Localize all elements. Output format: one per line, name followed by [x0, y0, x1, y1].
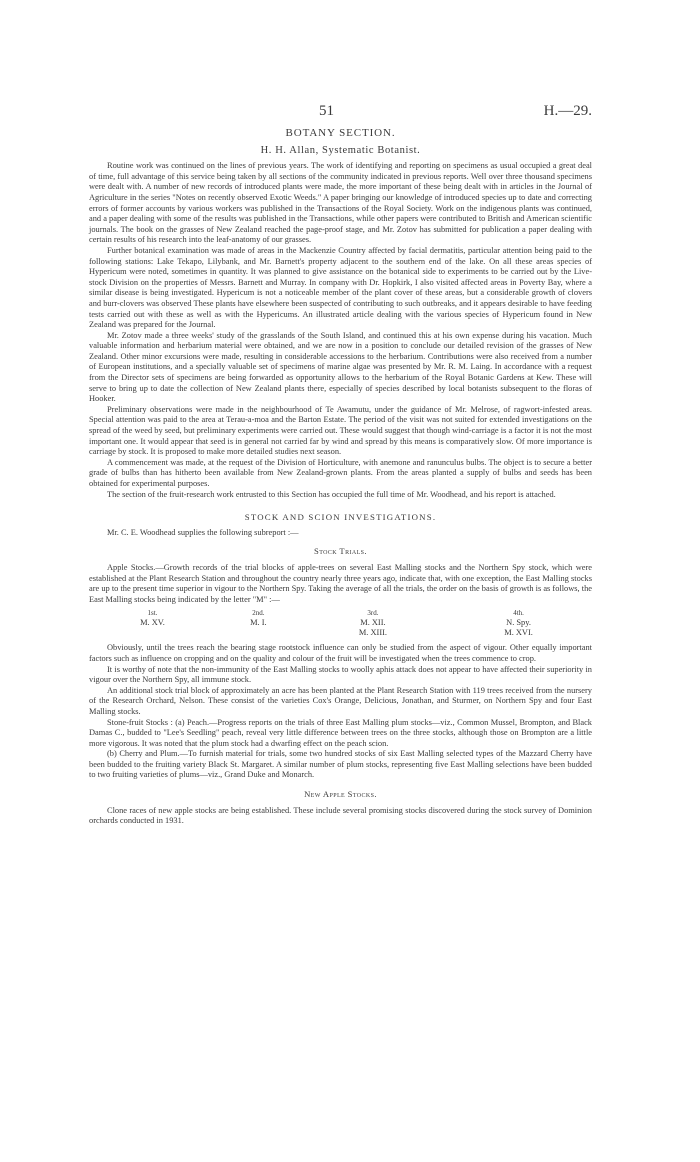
new-apple-stocks-title: New Apple Stocks.	[304, 789, 377, 800]
subsection-title: STOCK AND SCION INVESTIGATIONS.	[244, 512, 437, 523]
table-cell: M. XV.	[140, 618, 165, 628]
table-cell: M. XIII.	[358, 628, 387, 638]
paragraph: An additional stock trial block of approximately an acre has been planted at the Plant Research Station with 119 trees received from the nursery of the Research Orchard, Nelson. These consist of the varieties Cox's Orange, Delicious, Jonathan, and Sturmer, on Northern Spy and four East Malling stocks.	[89, 685, 592, 716]
paragraph: Stone-fruit Stocks : (a) Peach.—Progress reports on the trials of three East Malling plum stocks—viz., Common Mussel, Brompton, and Black Damas C., budded to "Lee's Seedling" peach, reveal very little difference between trees on the three stocks, although those on Brompton are a little more vigorous. It was noted that the plum stock had a dwarfing effect on the peach scion.	[89, 717, 592, 748]
table-cell: M. XII.	[360, 618, 386, 628]
page-header	[89, 103, 592, 123]
table-header: 2nd.	[252, 609, 265, 618]
stock-trials-title: Stock Trials.	[314, 546, 367, 557]
body-text	[89, 128, 592, 827]
growth-order-table	[89, 608, 592, 638]
paragraph: Routine work was continued on the lines of previous years. The work of identifying and reporting on specimens as usual occupied a great deal of time, full advantage of this service being taken by all sections of the community indicated in previous reports. Well over three thousand specimens were dealt with. A number of new records of introduced plants were made, the more important of these being dealt with in articles in the Journal of Agriculture in the series "Notes on recently observed Exotic Weeds." A paper bringing our knowledge of introduced species up to date and correcting errors of former accounts by various workers was published in the Transactions of the Royal Society. Work on the indigenous plants was continued, and a paper dealing with some of the results was published in the Transactions, while other papers were contributed to British and American scientific journals. The book on the grasses of New Zealand reached the page-proof stage, and Mr. Zotov has submitted for publication a paper dealing with certain results of his research into the leaf-anatomy of our grasses.	[89, 161, 592, 245]
table-row	[89, 618, 592, 628]
table-row	[89, 628, 592, 638]
table-header: 4th.	[513, 609, 524, 618]
paragraph: Obviously, until the trees reach the bearing stage rootstock influence can only be studied from the aspect of vigour. Other equally important factors such as influence on cropping and on the quality and colour of the fruit will be investigated when the trees commence to crop.	[89, 643, 592, 663]
subreport-intro: Mr. C. E. Woodhead supplies the following subreport :—	[107, 527, 299, 537]
document-reference: H.—29.	[543, 103, 592, 119]
new-apple-stocks-paragraph: Clone races of new apple stocks are being established. These include several promising stocks discovered during the stock survey of Dominion orchards conducted in 1931.	[89, 805, 592, 826]
table-cell	[216, 628, 301, 638]
paragraph: The section of the fruit-research work entrusted to this Section has occupied the full time of Mr. Woodhead, and his report is attached.	[107, 489, 556, 499]
table-cell: M. I.	[250, 618, 267, 628]
paragraph: It is worthy of note that the non-immunity of the East Malling stocks to woolly aphis attack does not appear to have affected their superiority in vigour over the Northern Spy, all immune stock.	[89, 664, 592, 685]
author-line: H. H. Allan, Systematic Botanist.	[260, 144, 421, 156]
section-title: BOTANY SECTION.	[285, 127, 396, 139]
table-cell	[89, 628, 216, 638]
table-cell: N. Spy.	[506, 618, 531, 628]
paragraph: (b) Cherry and Plum.—To furnish material for trials, some two hundred stocks of six East Malling selected types of the Mazzard Cherry have been budded to the fruiting variety Black St. Margaret. A similar number of plum stocks, representing five East Malling selections have been budded to two fruiting varieties of plums—viz., Grand Duke and Monarch.	[89, 749, 592, 780]
apple-stocks-paragraph: Apple Stocks.—Growth records of the trial blocks of apple-trees on several East Malling stocks and the Northern Spy stock, which were established at the Plant Research Station and throughout the country nearly three years ago, indicate that, with one exception, the East Malling stocks are up to the present time superior in vigour to the Northern Spy. Taking the average of all the trials, the order on the basis of growth is as follows, the East Malling stocks being indicated by the letter "M" :—	[89, 562, 592, 604]
paragraph: Further botanical examination was made of areas in the Mackenzie Country affected by facial dermatitis, particular attention being paid to the following stations: Lake Tekapo, Lilybank, and Mr. Barnett's property adjacent to the southern end of the lake. On all these areas species of Hypericum were noted, sometimes in quantity. It was planned to give assistance on the botanical side to experiments to be carried out by the Live-stock Division on the properties of Messrs. Barnett and Murray. In company with Dr. Hopkirk, I also visited affected areas in Poverty Bay, where a similar disease is being investigated. Hypericum is not a noticeable member of the plant cover of these areas, but a considerable growth of clovers and burr-clovers was observed These plants have elsewhere been suspected of contributing to such outbreaks, and it appears desirable to have feeding tests carried out with these as well as with the Hypericums. An illustrated article dealing with the various species of Hypericum found in New Zealand was prepared for the Journal.	[89, 245, 592, 330]
paragraph: Mr. Zotov made a three weeks' study of the grasslands of the South Island, and continued this at his own expense during his vacation. Much valuable information and herbarium material were obtained, and we are now in a position to conclude our detailed revision of the grasses of New Zealand. Other minor excursions were made, resulting in considerable accessions to the herbarium. Contributions were also received from a number of European institutions, and a specially valuable set of specimens of marine algae was presented by Mr. R. M. Laing. In accordance with a request from the Director sets of specimens are being forwarded as opportunity allows to the herbarium of the Royal Botanic Gardens at Kew. These will serve to bring up to date the collection of New Zealand plants there, especially of species described by local botanists subsequent to the floras of Hooker.	[89, 330, 592, 404]
table-header: 1st.	[147, 609, 158, 618]
page-number: 51	[319, 103, 334, 119]
paragraph: A commencement was made, at the request of the Division of Horticulture, with anemone and ranunculus bulbs. The object is to secure a better grade of bulbs than has hitherto been available from New Zealand-grown plants. From the areas planted a supply of bulbs and seeds has been obtained for experimental purposes.	[89, 457, 592, 488]
table-header: 3rd.	[367, 609, 379, 618]
table-cell: M. XVI.	[504, 628, 533, 638]
paragraph: Preliminary observations were made in the neighbourhood of Te Awamutu, under the guidance of Mr. Melrose, of ragwort-infested areas. Special attention was paid to the area at Terau-a-moa and the Barton Estate. The period of the visit was not suited for extended investigations on the spread of the weed by seed, but preliminary experiments were carried out. These would suggest that though wind-carriage is a factor it is not the most important one. It would appear that seed is in general not carried far by wind and spread by this means is comparatively slow. Of more importance is carriage by stock. It is proposed to make more detailed studies next season.	[89, 404, 592, 457]
